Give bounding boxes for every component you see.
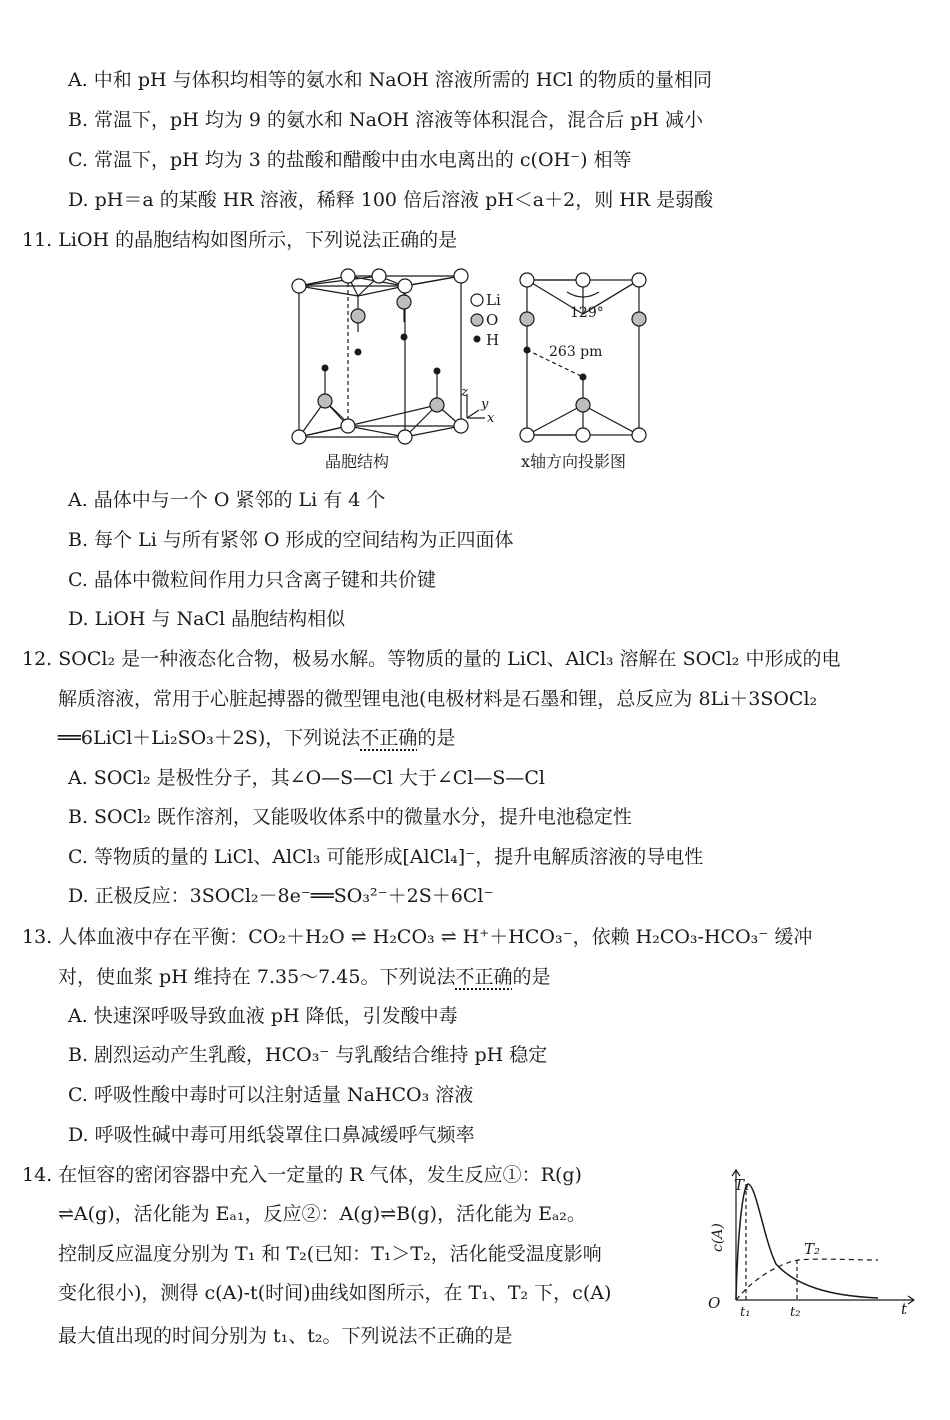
q13-stem-line1: 13. 人体血液中存在平衡：CO₂＋H₂O ⇌ H₂CO₃ ⇌ H⁺＋HCO₃⁻，依赖 H₂CO₃-HCO₃⁻ 缓冲 [22, 926, 813, 948]
q14-stem-line3: 控制反应温度分别为 T₁ 和 T₂(已知：T₁＞T₂，活化能受温度影响 [58, 1243, 602, 1265]
q13-emphasis: 不正确 [455, 966, 513, 988]
q13-stem-text: 对，使血浆 pH 维持在 7.35～7.45。下列说法 [58, 966, 456, 988]
q12-stem-line1: 12. SOCl₂ 是一种液态化合物，极易水解。等物质的量的 LiCl、AlCl₃ 溶解在 SOCl₂ 中形成的电 [22, 648, 841, 670]
q13-option-b: B. 剧烈运动产生乳酸，HCO₃⁻ 与乳酸结合维持 pH 稳定 [68, 1044, 548, 1066]
q12-option-b: B. SOCl₂ 既作溶剂，又能吸收体系中的微量水分，提升电池稳定性 [68, 806, 632, 828]
q11-option-a: A. 晶体中与一个 O 紧邻的 Li 有 4 个 [68, 489, 386, 511]
q12-option-c: C. 等物质的量的 LiCl、AlCl₃ 可能形成[AlCl₄]⁻，提升电解质溶液的导电性 [68, 846, 704, 868]
q11-option-d: D. LiOH 与 NaCl 晶胞结构相似 [68, 608, 346, 630]
graph-origin: O [708, 1294, 721, 1312]
concentration-time-graph [700, 1160, 930, 1320]
q10-option-d: D. pH＝a 的某酸 HR 溶液，稀释 100 倍后溶液 pH＜a＋2，则 HR 是弱酸 [68, 189, 714, 211]
q12-stem-end: 的是 [417, 727, 456, 749]
curve-t2-label: T₂ [804, 1240, 821, 1258]
q10-option-c: C. 常温下，pH 均为 3 的盐酸和醋酸中由水电离出的 c(OH⁻) 相等 [68, 149, 632, 171]
legend-h: H [486, 331, 500, 349]
q11-option-b: B. 每个 Li 与所有紧邻 O 形成的空间结构为正四面体 [68, 529, 514, 551]
graph-y-label: c(A) [710, 1223, 726, 1252]
q14-stem-line1: 14. 在恒容的密闭容器中充入一定量的 R 气体，发生反应①：R(g) [22, 1164, 582, 1186]
distance-label: 263 pm [549, 344, 603, 360]
q12-stem-line3 [58, 724, 455, 752]
q10-option-b: B. 常温下，pH 均为 9 的氨水和 NaOH 溶液等体积混合，混合后 pH 减小 [68, 109, 703, 131]
angle-label: 129° [570, 305, 604, 321]
q14-stem-line5: 最大值出现的时间分别为 t₁、t₂。下列说法不正确的是 [58, 1325, 513, 1347]
graph-t2-tick: t₂ [790, 1305, 801, 1320]
q11-stem: 11. LiOH 的晶胞结构如图所示，下列说法正确的是 [22, 229, 458, 251]
q12-emphasis: 不正确 [360, 727, 418, 749]
q10-option-a: A. 中和 pH 与体积均相等的氨水和 NaOH 溶液所需的 HCl 的物质的量相同 [68, 69, 713, 91]
q13-option-d: D. 呼吸性碱中毒可用纸袋罩住口鼻减缓呼气频率 [68, 1124, 475, 1146]
q13-stem-end: 的是 [512, 966, 551, 988]
axis-z-label: z [461, 385, 468, 400]
q14-stem-line4: 变化很小)，测得 c(A)-t(时间)曲线如图所示，在 T₁、T₂ 下，c(A) [58, 1282, 612, 1304]
caption-cell: 晶胞结构 [325, 452, 390, 471]
q12-stem-text: ══6LiCl＋Li₂SO₃＋2S)，下列说法 [58, 727, 361, 749]
q12-stem-line2: 解质溶液，常用于心脏起搏器的微型锂电池(电极材料是石墨和锂，总反应为 8Li＋3SOCl₂ [58, 688, 818, 710]
caption-projection: x轴方向投影图 [521, 452, 627, 471]
q13-option-a: A. 快速深呼吸导致血液 pH 降低，引发酸中毒 [68, 1005, 458, 1027]
q14-stem-line2: ⇌A(g)，活化能为 Eₐ₁，反应②：A(g)⇌B(g)，活化能为 Eₐ₂。 [58, 1203, 586, 1225]
q12-option-a: A. SOCl₂ 是极性分子，其∠O—S—Cl 大于∠Cl—S—Cl [68, 767, 545, 789]
legend-o: O [486, 311, 499, 329]
q13-stem-line2 [58, 963, 551, 991]
legend-li: Li [486, 291, 501, 309]
graph-x-label: t [901, 1300, 908, 1318]
graph-t1-tick: t₁ [740, 1305, 751, 1320]
q13-option-c: C. 呼吸性酸中毒时可以注射适量 NaHCO₃ 溶液 [68, 1084, 474, 1106]
lioh-crystal-figure [285, 262, 665, 477]
q11-option-c: C. 晶体中微粒间作用力只含离子键和共价键 [68, 569, 436, 591]
axis-x-label: x [487, 411, 495, 426]
curve-t1-label: T₁ [734, 1176, 751, 1194]
q12-option-d: D. 正极反应：3SOCl₂－8e⁻══SO₃²⁻＋2S＋6Cl⁻ [68, 885, 494, 907]
axis-y-label: y [481, 397, 489, 412]
